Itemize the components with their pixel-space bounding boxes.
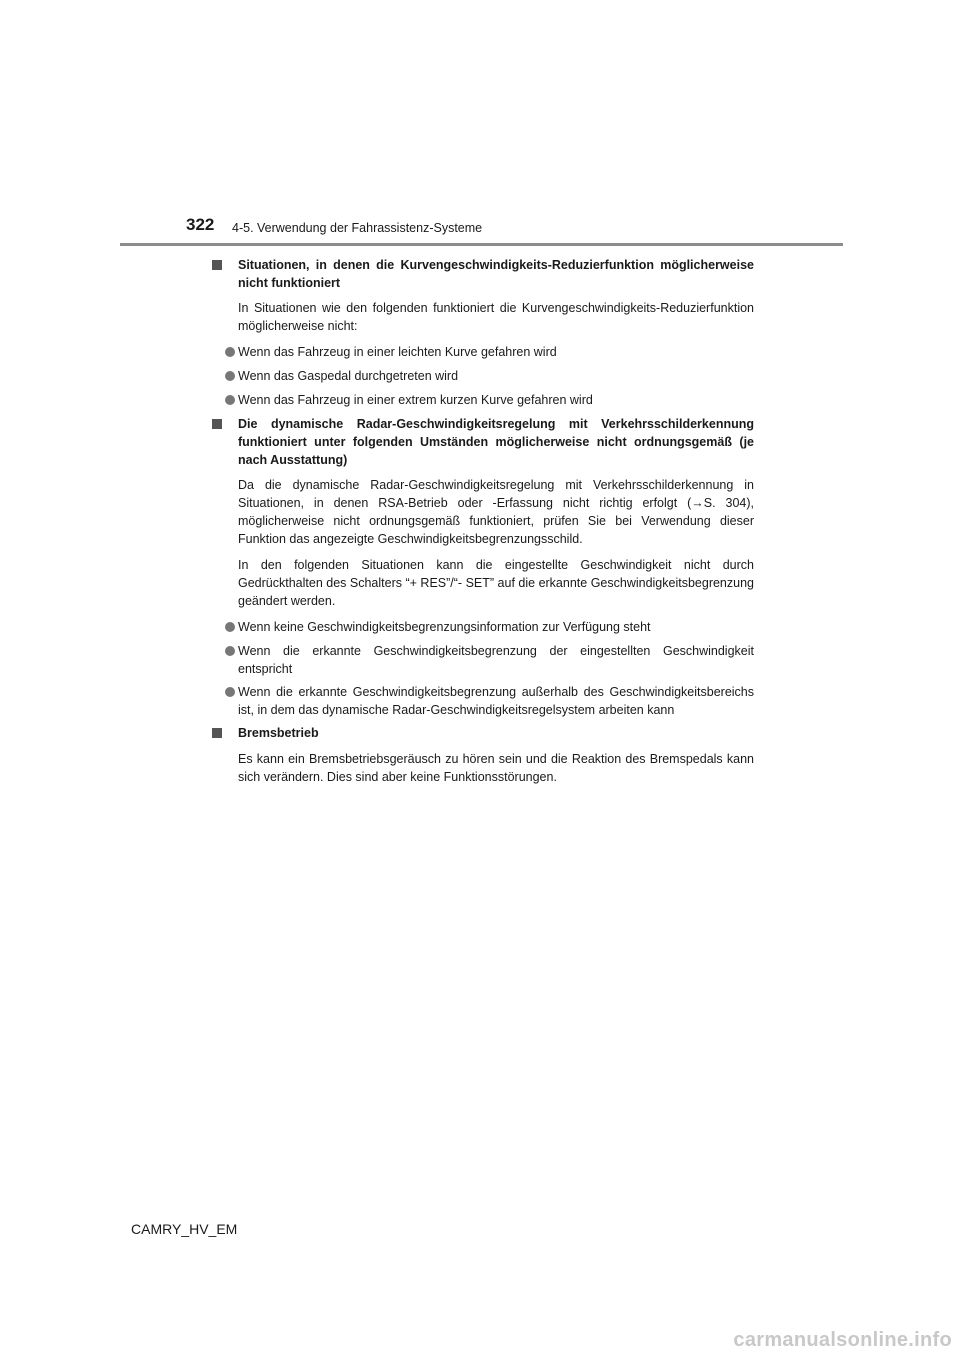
section-heading: Bremsbetrieb <box>212 724 754 743</box>
section-title: 4-5. Verwendung der Fahrassistenz-Systeme <box>232 221 483 235</box>
list-item: Wenn die erkannte Geschwindigkeitsbegrenzung außerhalb des Geschwindigkeitsbereichs ist, in dem das dynamische Radar-Geschwindigkeitsregelsystem arbeiten kann <box>212 683 754 719</box>
main-content <box>212 256 754 794</box>
section-heading: Die dynamische Radar-Geschwindigkeitsregelung mit Verkehrsschilderkennung funktioniert unter folgenden Umständen möglicherweise nicht ordnungsgemäß (je nach Ausstattung) <box>212 415 754 469</box>
circle-bullet-icon <box>225 646 235 656</box>
circle-bullet-icon <box>225 371 235 381</box>
page-number: 322 <box>186 215 215 234</box>
list-item: Wenn keine Geschwindigkeitsbegrenzungsinformation zur Verfügung steht <box>212 618 754 637</box>
watermark: carmanualsonline.info <box>733 1329 952 1351</box>
section-heading: Situationen, in denen die Kurvengeschwindigkeits-Reduzierfunktion möglicherweise nicht funktioniert <box>212 256 754 292</box>
paragraph: Es kann ein Bremsbetriebsgeräusch zu hören sein und die Reaktion des Bremspedals kann sich verändern. Dies sind aber keine Funktionsstörungen. <box>238 752 754 784</box>
paragraph: In Situationen wie den folgenden funktioniert die Kurvengeschwindigkeits-Reduzierfunktion möglicherweise nicht: <box>238 301 754 333</box>
header-divider <box>120 243 843 246</box>
circle-bullet-icon <box>225 622 235 632</box>
circle-bullet-icon <box>225 687 235 697</box>
list-item: Wenn das Fahrzeug in einer extrem kurzen Kurve gefahren wird <box>212 391 754 410</box>
section-traffic-sign <box>212 415 754 719</box>
square-bullet-icon <box>212 260 222 270</box>
document-code: CAMRY_HV_EM <box>131 1221 238 1237</box>
list-item: Wenn die erkannte Geschwindigkeitsbegrenzung der eingestellten Geschwindigkeit entspricht <box>212 642 754 678</box>
section-curve-speed <box>212 256 754 410</box>
section-brake <box>212 724 754 786</box>
circle-bullet-icon <box>225 395 235 405</box>
paragraph: In den folgenden Situationen kann die eingestellte Geschwindigkeit nicht durch Gedrückthalten des Schalters “+ RES”/“- SET” auf die erkannte Geschwindigkeitsbegrenzung geändert werden. <box>238 558 754 608</box>
circle-bullet-icon <box>225 347 235 357</box>
list-item: Wenn das Gaspedal durchgetreten wird <box>212 367 754 386</box>
square-bullet-icon <box>212 419 222 429</box>
square-bullet-icon <box>212 728 222 738</box>
paragraph: Da die dynamische Radar-Geschwindigkeitsregelung mit Verkehrsschilderkennung in Situationen, in denen RSA-Betrieb oder -Erfassung nicht richtig erfolgt (→S. 304), möglicherweise nicht ordnungsgemäß funktioniert, prüfen Sie bei Verwendung dieser Funktion das angezeigte Geschwindigkeitsbegrenzungsschild. <box>238 478 754 546</box>
list-item: Wenn das Fahrzeug in einer leichten Kurve gefahren wird <box>212 343 754 362</box>
